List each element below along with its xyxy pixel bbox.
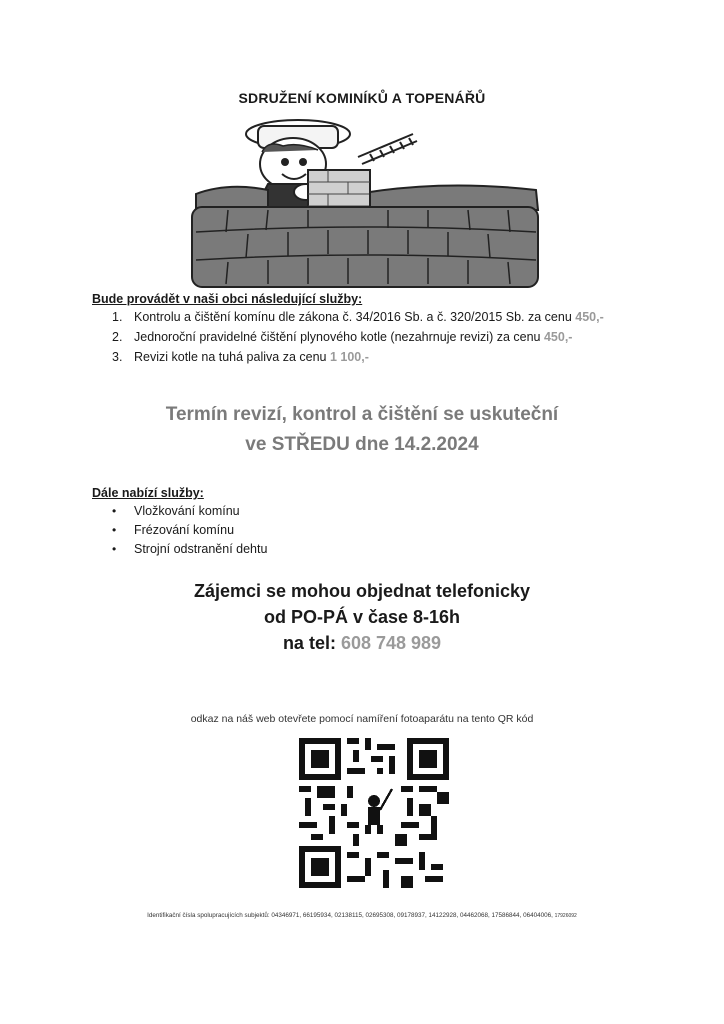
service-number: 1. bbox=[112, 310, 123, 324]
services-list bbox=[112, 307, 604, 367]
service-price: 450,- bbox=[575, 310, 604, 324]
appointment-date-block bbox=[0, 400, 724, 460]
more-services-list bbox=[112, 502, 267, 559]
appointment-line-2: ve STŘEDU dne 14.2.2024 bbox=[245, 434, 479, 455]
more-service-item bbox=[112, 502, 267, 521]
bullet-icon: • bbox=[112, 504, 117, 518]
qr-note: odkaz na náš web otevřete pomocí namíření fotoaparátu na tento QR kód bbox=[190, 713, 534, 725]
phone-label: na tel: bbox=[282, 633, 341, 653]
service-number: 2. bbox=[112, 330, 123, 344]
bullet-icon: • bbox=[112, 542, 117, 556]
qr-code-icon[interactable] bbox=[299, 738, 449, 888]
contact-block bbox=[0, 578, 724, 656]
service-number: 3. bbox=[112, 350, 123, 364]
more-service-text: Vložkování komínu bbox=[134, 504, 240, 518]
bullet-icon: • bbox=[112, 523, 117, 537]
contact-line-1: Zájemci se mohou objednat telefonicky bbox=[193, 581, 531, 601]
service-item bbox=[112, 347, 604, 367]
more-services-heading: Dále nabízí služby: bbox=[92, 486, 204, 500]
service-text: Kontrolu a čištění komínu dle zákona č. 34/2016 Sb. a č. 320/2015 Sb. za cenu bbox=[134, 310, 576, 324]
appointment-line-1: Termín revizí, kontrol a čištění se uskuteční bbox=[165, 404, 559, 425]
more-service-text: Frézování komínu bbox=[134, 523, 235, 537]
footer-last-id: 17926092 bbox=[554, 913, 577, 919]
footer-ids-text: Identifikační čísla spolupracujících subjektů: 04346971, 66195934, 02138115, 02695308, 09178937, 14122928, 04462068, 17586844, 06404006, bbox=[147, 912, 555, 919]
page-title: SDRUŽENÍ KOMINÍKŮ A TOPENÁŘŮ bbox=[238, 90, 486, 106]
more-service-item bbox=[112, 540, 267, 559]
contact-line-2: od PO-PÁ v čase 8-16h bbox=[263, 607, 461, 627]
service-item bbox=[112, 327, 604, 347]
ladder-icon bbox=[358, 134, 417, 164]
chimney-sweep-illustration bbox=[188, 112, 543, 292]
footer-ids bbox=[0, 912, 724, 919]
service-text: Revizi kotle na tuhá paliva za cenu bbox=[134, 350, 330, 364]
service-price: 1 100,- bbox=[329, 350, 369, 364]
services-heading: Bude provádět v naši obci následující služby: bbox=[92, 292, 363, 306]
service-item bbox=[112, 307, 604, 327]
phone-number: 608 748 989 bbox=[340, 633, 442, 653]
contact-phone-line bbox=[0, 630, 724, 656]
service-price: 450,- bbox=[543, 330, 573, 344]
more-service-text: Strojní odstranění dehtu bbox=[134, 542, 268, 556]
service-text: Jednoroční pravidelné čištění plynového kotle (nezahrnuje revizi) za cenu bbox=[134, 330, 544, 344]
more-service-item bbox=[112, 521, 267, 540]
